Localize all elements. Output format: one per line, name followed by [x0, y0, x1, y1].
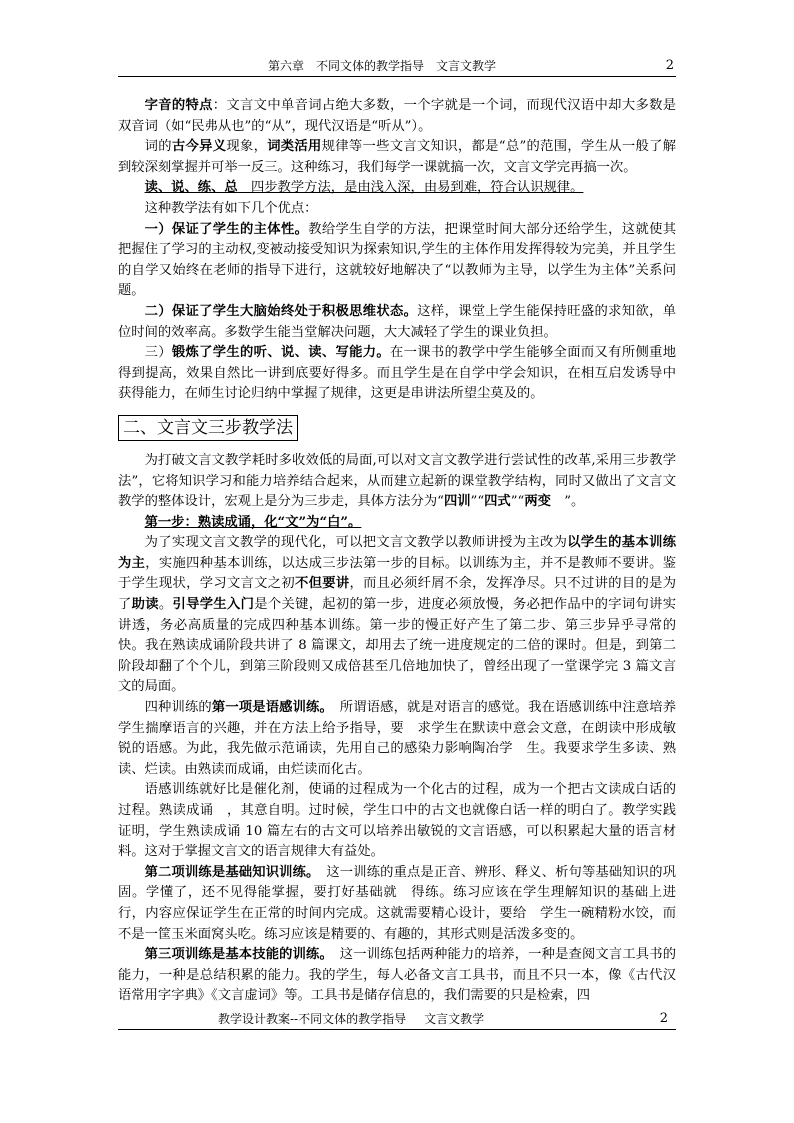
paragraph-four-steps: 读、说、练、总 四步教学方法，是由浅入深，由易到难，符合认识规律。: [144, 180, 584, 196]
paragraph-training-1: 四种训练的第一项是语感训练。 所谓语感，就是对语言的感觉。我在语感训练中注意培养学生揣摩语言的兴趣，并在方法上给予指导，要 求学生在默读中意会文意，在朗读中形成敏锐的语感。为此，我先做示范诵读，先用自己的感染力影响陶冶学 生。我要求学生多读、熟读、烂读。由熟读而成诵，由烂读而化古。: [118, 700, 677, 777]
footer-title: [218, 1011, 502, 1027]
document-body: [118, 96, 676, 1007]
paragraph-phonetics: 字音的特点：文言文中单音词占绝大多数，一个字就是一个词，而现代汉语中却大多数是双音词（如“民弗从也”的“从”，现代汉语是“听从”）。: [118, 98, 677, 134]
paragraph-advantage-3: 三）锻炼了学生的听、说、读、写能力。在一课书的教学中学生能够全面而又有所侧重地得到提高，效果自然比一讲到底要好得多。而且学生是在自学中学会知识，在相互启发诱导中获得能力，在师生讨论归纳中掌握了规律，这更是串讲法所望尘莫及的。: [118, 345, 677, 402]
header-title: [268, 58, 508, 74]
section-title: 二、文言文三步教学法: [118, 415, 298, 441]
paragraph-word-meaning: 词的古今异义现象，词类活用规律等一些文言文知识，都是“总”的范围，学生从一般了解到较深刻掌握并可举一反三。这种练习，我们每学一课就搞一次，文言文学完再搞一次。: [118, 139, 677, 175]
paragraph-step-one: 为了实现文言文教学的现代化，可以把文言文教学以教师讲授为主改为以学生的基本训练为主，实施四种基本训练，以达成三步法第一步的目标。以训练为主，并不是教师不要讲。鉴于学生现状，学习文言文之初不但要讲，而且必须纤屑不余，发挥净尽。只不过讲的目的是为了助读。引导学生入门是个关键，起初的第一步，进度必须放慢，务必把作品中的字词句讲实讲透，务必高质量的完成四种基本训练。第一步的慢正好产生了第二步、第三步异乎寻常的快。我在熟读成诵阶段共讲了 8 篇课文，却用去了统一进度规定的二倍的课时。但是，到第二阶段却翻了个个儿，到第三阶段则又成倍甚至几倍地加快了，曾经出现了一堂课学完 3 篇文言文的局面。: [118, 535, 677, 695]
bold-term: 字音的特点: [144, 98, 213, 113]
header-chapter: 第六章 不同文体的教学指导: [268, 59, 425, 73]
footer-topic: 文言文教学: [424, 1012, 485, 1026]
footer-page-number: 2: [659, 1011, 668, 1026]
paragraph-training-3: 第三项训练是基本技能的训练。 这一训练包括两种能力的培养，一种是查阅文言工具书的能力，一种是总结积累的能力。我的学生，每人必备文言工具书，而且不只一本，像《古代汉语常用字字典》《文言虚词》等。工具书是储存信息的，我们需要的只是检索，四: [118, 947, 677, 1004]
paragraph-advantage-2: 二）保证了学生大脑始终处于积极思维状态。这样，课堂上学生能保持旺盛的求知欲，单位时间的效率高。多数学生能当堂解决问题，大大减轻了学生的课业负担。: [118, 303, 677, 340]
page-footer: [118, 1011, 676, 1030]
step-one-heading: 第一步：熟读成诵，化“文”为“白”。: [144, 514, 362, 530]
paragraph-three-step-intro: 为打破文言文教学耗时多收效低的局面,可以对文言文教学进行尝试性的改革,采用三步教学法”，它将知识学习和能力培养结合起来，从而建立起新的课堂教学结构，同时又做出了文言文教学的整体设计，宏观上是分为三步走，具体方法分为“四训”“四式”“两变 ”。: [118, 452, 676, 510]
paragraph-training-2: 第二项训练是基础知识训练。 这一训练的重点是正音、辨形、释义、析句等基础知识的巩固。学懂了，还不见得能掌握，要打好基础就 得练。练习应该在学生理解知识的基础上进行，内容应保证学生在正常的时间内完成。这就需要精心设计，要给 学生一碗精粉水饺，而不是一筐玉米面窝头吃。练习应该是精要的、有趣的，其形式则是活泼多变的。: [118, 864, 677, 942]
paragraph-language-sense: 语感训练就好比是催化剂，使诵的过程成为一个化古的过程，成为一个把古文读成白话的过程。熟读成诵 ，其意自明。过时候，学生口中的古文也就像白话一样的明白了。教学实践证明，学生熟读成诵 10 篇左右的古文可以培养出敏锐的文言语感，可以积累起大量的语言材料。这对于掌握文言文的语言规律大有益处。: [118, 782, 676, 860]
page-header: [118, 58, 676, 77]
paragraph-advantages-intro: 这种教学法有如下几个优点：: [144, 200, 318, 216]
header-topic: 文言文教学: [436, 59, 497, 73]
header-page-number: 2: [665, 58, 674, 73]
paragraph-advantage-1: 一）保证了学生的主体性。教给学生自学的方法，把课堂时间大部分还给学生，这就使其把握住了学习的主动权,变被动接受知识为探索知识,学生的主体作用发挥得较为完美，并且学生的自学又始终在老师的指导下进行，这就较好地解决了“以教师为主导，以学生为主体”关系问题。: [118, 221, 677, 299]
footer-doc-title: 教学设计教案--不同文体的教学指导: [218, 1012, 407, 1026]
